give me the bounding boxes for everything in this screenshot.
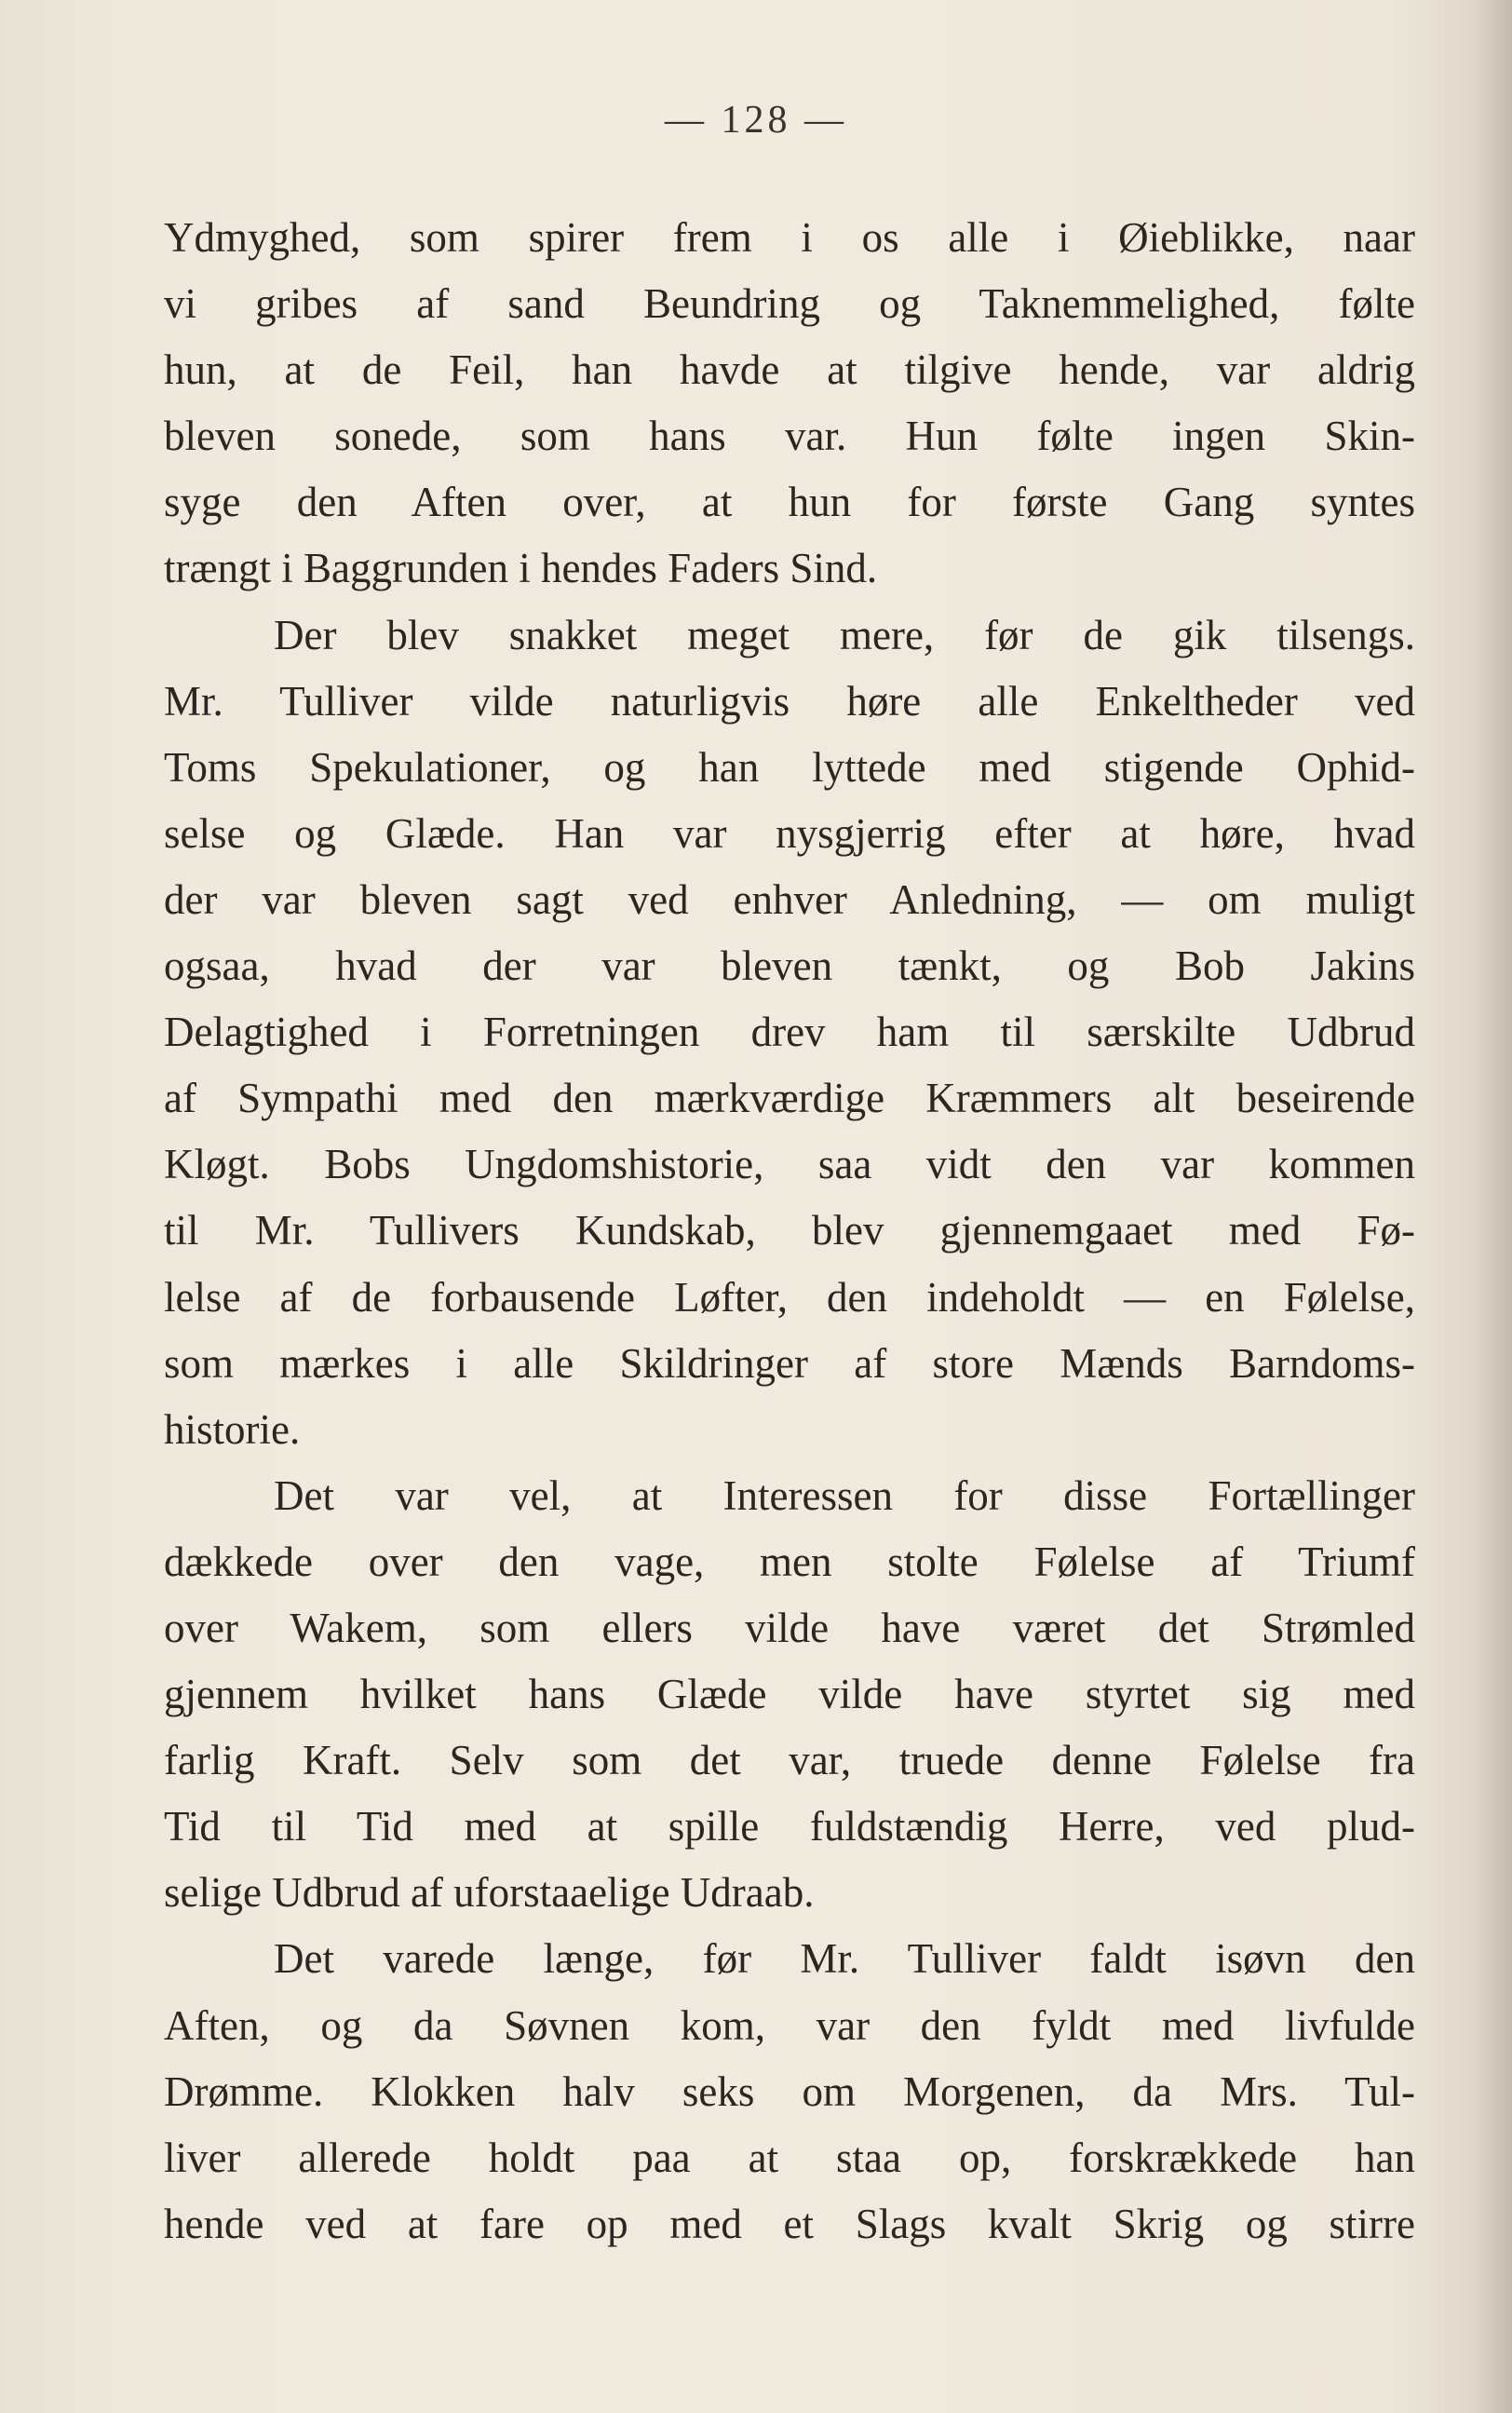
text-line: hende ved at fare op med et Slags kvalt Skrig og stirre <box>164 2200 1415 2247</box>
text-line: Det var vel, at Interessen for disse Fortællinger <box>274 1471 1415 1519</box>
text-line: Tid til Tid med at spille fuldstændig Herre, ved plud- <box>164 1803 1415 1850</box>
text-line: ogsaa, hvad der var bleven tænkt, og Bob Jakins <box>164 942 1415 990</box>
text-line: farlig Kraft. Selv som det var, truede denne Følelse fra <box>164 1737 1415 1784</box>
text-line: Toms Spekulationer, og han lyttede med stigende Ophid- <box>164 743 1415 791</box>
text-line: af Sympathi med den mærkværdige Kræmmers alt beseirende <box>164 1075 1415 1122</box>
text-line: Det varede længe, før Mr. Tulliver faldt isøvn den <box>274 1935 1415 1983</box>
text-line: syge den Aften over, at hun for første Gang syntes <box>164 479 1415 526</box>
text-line: liver allerede holdt paa at staa op, forskrækkede han <box>164 2134 1415 2181</box>
text-line: som mærkes i alle Skildringer af store Mænds Barndoms- <box>164 1339 1415 1387</box>
text-line: over Wakem, som ellers vilde have været det Strømled <box>164 1604 1415 1651</box>
text-line: der var bleven sagt ved enhver Anledning, — om muligt <box>164 875 1415 923</box>
page-number: — 128 — <box>665 99 847 142</box>
text-line: lelse af de forbausende Løfter, den indeholdt — en Følelse, <box>164 1273 1415 1321</box>
text-line: Aften, og da Søvnen kom, var den fyldt med livfulde <box>164 2001 1415 2049</box>
text-line: selse og Glæde. Han var nysgjerrig efter at høre, hvad <box>164 809 1415 857</box>
text-line: Der blev snakket meget mere, før de gik tilsengs. <box>274 611 1415 658</box>
text-line: til Mr. Tullivers Kundskab, blev gjennemgaaet med Fø- <box>164 1207 1415 1254</box>
text-line: historie. <box>164 1405 301 1453</box>
text-line: trængt i Baggrunden i hendes Faders Sind. <box>164 545 878 592</box>
text-line: bleven sonede, som hans var. Hun følte ingen Skin- <box>164 413 1415 460</box>
text-line: gjennem hvilket hans Glæde vilde have styrtet sig med <box>164 1671 1415 1718</box>
text-line: selige Udbrud af uforstaaelige Udraab. <box>164 1869 815 1917</box>
text-line: Drømme. Klokken halv seks om Morgenen, da Mrs. Tul- <box>164 2067 1415 2115</box>
body-text <box>164 205 1415 2257</box>
text-line: Mr. Tulliver vilde naturligvis høre alle Enkeltheder ved <box>164 677 1415 725</box>
text-line: dækkede over den vage, men stolte Følelse af Triumf <box>164 1538 1415 1585</box>
page-edge-shadow <box>1475 0 1512 2413</box>
text-line: Kløgt. Bobs Ungdomshistorie, saa vidt den var kommen <box>164 1141 1415 1188</box>
text-line: Ydmyghed, som spirer frem i os alle i Øieblikke, naar <box>164 214 1415 261</box>
text-line: Delagtighed i Forretningen drev ham til særskilte Udbrud <box>164 1009 1415 1056</box>
text-line: vi gribes af sand Beundring og Taknemmelighed, følte <box>164 280 1415 328</box>
text-line: hun, at de Feil, han havde at tilgive hende, var aldrig <box>164 346 1415 394</box>
